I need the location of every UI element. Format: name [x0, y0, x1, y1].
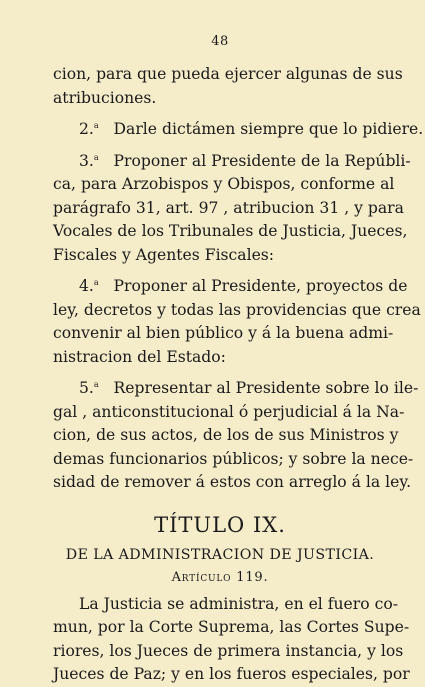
item-ordinal: a	[93, 380, 99, 389]
text-line: sidad de remover á estos con arreglo á la ley.	[53, 473, 412, 491]
item-text: Proponer al Presidente, proyectos de	[113, 277, 408, 295]
text-line: cion, de sus actos, de los de sus Ministros y	[53, 426, 399, 444]
section-subtitle: DE LA ADMINISTRACION DE JUSTICIA.	[65, 546, 375, 563]
text-line: convenir al bien público y á la buena admi-	[53, 324, 394, 342]
page-number: 48	[211, 34, 229, 49]
text-line: parágrafo 31, art. 97 , atribucion 31 , y para	[53, 198, 404, 217]
text-line: cion, para que pueda ejercer algunas de sus	[53, 65, 403, 83]
section-title: TÍTULO IX.	[154, 512, 286, 537]
text-line: Vocales de los Tribunales de Justicia, Jueces,	[53, 222, 408, 240]
text-line: nistracion del Estado:	[53, 347, 226, 366]
item-number: 2.	[79, 120, 94, 138]
text-line: atribuciones.	[53, 88, 157, 107]
item-ordinal: a	[93, 152, 99, 162]
item-text: Darle dictámen siempre que lo pidiere.	[113, 120, 424, 138]
list-item-4	[53, 271, 421, 369]
item-text: Proponer al Presidente de la Repúbli-	[113, 151, 411, 170]
list-item-2	[53, 114, 424, 142]
text-line: Fiscales y Agentes Fiscales:	[53, 245, 275, 264]
continuation-paragraph	[53, 63, 403, 110]
body-text	[53, 63, 424, 495]
item-number: 3.	[79, 151, 94, 170]
text-line: ley, decretos y todas las providencias que crea	[53, 300, 421, 319]
text-line	[53, 271, 408, 299]
text-line: ca, para Arzobispos y Obispos, conforme al	[53, 175, 395, 193]
text-line	[53, 373, 419, 401]
list-item-3	[53, 146, 411, 268]
text-line	[53, 146, 411, 174]
item-ordinal: a	[93, 278, 99, 287]
item-text: Representar al Presidente sobre lo ile-	[113, 379, 419, 397]
text-line: riores, los Jueces de primera instancia, y los	[53, 641, 404, 660]
list-item-5	[53, 373, 419, 495]
text-line: demas funcionarios públicos; y sobre la nece-	[53, 449, 414, 468]
item-number: 4.	[79, 277, 94, 295]
article-heading: Artículo 119.	[171, 569, 269, 585]
text-line: mun, por la Corte Suprema, las Cortes Supe-	[53, 618, 410, 636]
final-paragraph	[53, 593, 410, 687]
item-ordinal: a	[93, 121, 99, 130]
text-line	[53, 114, 424, 142]
text-line: Jueces de Paz; y en los fueros especiales, por	[53, 665, 410, 683]
item-number: 5.	[79, 379, 94, 397]
text-line: La Justicia se administra, en el fuero co-	[79, 594, 398, 613]
text-line: gal , anticonstitucional ó perjudicial á la Na-	[53, 402, 405, 421]
